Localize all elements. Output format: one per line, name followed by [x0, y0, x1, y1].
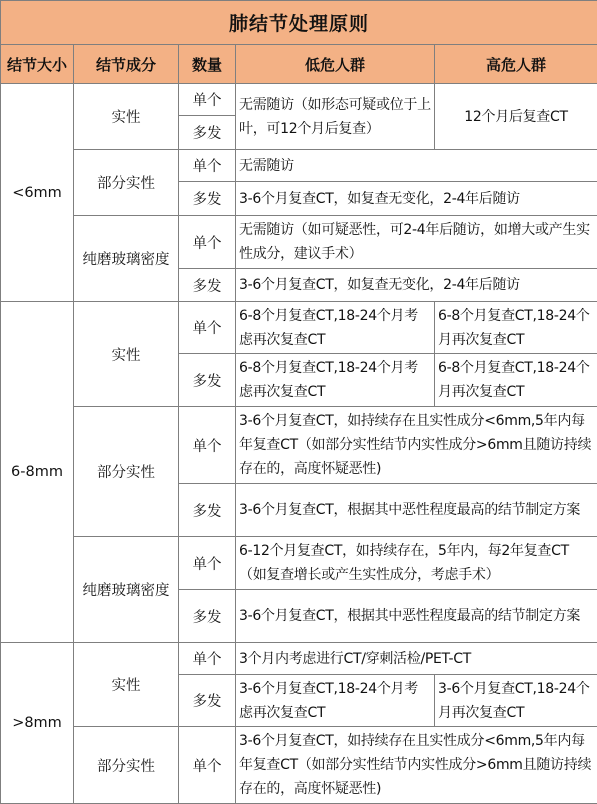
cell-high-risk: 12个月后复查CT: [435, 84, 597, 150]
cell-high-risk: 3-6个月复查CT,18-24个月再次复查CT: [435, 675, 597, 727]
cell-recommendation: 6-12个月复查CT，如持续存在，5年内，每2年复查CT（如复查增长或产生实性成分，考虑手术）: [236, 537, 597, 590]
cell-recommendation: 3-6个月复查CT，如复查无变化，2-4年后随访: [236, 182, 597, 216]
cell-recommendation: 无需随访（如可疑恶性，可2-4年后随访，如增大或产生实性成分，建议手术）: [236, 216, 597, 269]
count-single: 单个: [179, 216, 236, 269]
cell-low-risk: 6-8个月复查CT,18-24个月考虑再次复查CT: [236, 354, 435, 407]
comp-part-solid: 部分实性: [74, 727, 179, 804]
count-single: 单个: [179, 727, 236, 804]
comp-ggo: 纯磨玻璃密度: [74, 537, 179, 643]
cell-recommendation: 3-6个月复查CT，如复查无变化，2-4年后随访: [236, 269, 597, 302]
cell-recommendation: 3个月内考虑进行CT/穿刺活检/PET-CT: [236, 643, 597, 675]
size-6-8: 6-8mm: [1, 302, 74, 643]
header-component: 结节成分: [74, 45, 179, 84]
comp-part-solid: 部分实性: [74, 150, 179, 216]
size-lt6: <6mm: [1, 84, 74, 302]
cell-high-risk: 6-8个月复查CT,18-24个月再次复查CT: [435, 302, 597, 354]
comp-solid: 实性: [74, 84, 179, 150]
cell-recommendation: 3-6个月复查CT，根据其中恶性程度最高的结节制定方案: [236, 590, 597, 643]
count-multiple: 多发: [179, 484, 236, 537]
cell-low-risk: 无需随访（如形态可疑或位于上叶，可12个月后复查）: [236, 84, 435, 150]
count-single: 单个: [179, 150, 236, 182]
comp-solid: 实性: [74, 643, 179, 727]
header-low-risk: 低危人群: [236, 45, 435, 84]
comp-part-solid: 部分实性: [74, 407, 179, 537]
count-single: 单个: [179, 407, 236, 484]
count-multiple: 多发: [179, 590, 236, 643]
count-multiple: 多发: [179, 182, 236, 216]
comp-solid: 实性: [74, 302, 179, 407]
count-single: 单个: [179, 84, 236, 116]
cell-low-risk: 6-8个月复查CT,18-24个月考虑再次复查CT: [236, 302, 435, 354]
cell-recommendation: 无需随访: [236, 150, 597, 182]
cell-high-risk: 6-8个月复查CT,18-24个月再次复查CT: [435, 354, 597, 407]
size-gt8: >8mm: [1, 643, 74, 804]
count-single: 单个: [179, 302, 236, 354]
header-high-risk: 高危人群: [435, 45, 597, 84]
count-multiple: 多发: [179, 116, 236, 150]
header-size: 结节大小: [1, 45, 74, 84]
count-multiple: 多发: [179, 675, 236, 727]
cell-recommendation: 3-6个月复查CT，如持续存在且实性成分<6mm,5年内每年复查CT（如部分实性结节内实性成分>6mm且随访持续存在的，高度怀疑恶性): [236, 727, 597, 804]
count-multiple: 多发: [179, 354, 236, 407]
count-multiple: 多发: [179, 269, 236, 302]
table-title: 肺结节处理原则: [1, 1, 597, 45]
cell-recommendation: 3-6个月复查CT，如持续存在且实性成分<6mm,5年内每年复查CT（如部分实性结节内实性成分>6mm且随访持续存在的，高度怀疑恶性): [236, 407, 597, 484]
count-single: 单个: [179, 643, 236, 675]
header-count: 数量: [179, 45, 236, 84]
cell-recommendation: 3-6个月复查CT，根据其中恶性程度最高的结节制定方案: [236, 484, 597, 537]
comp-ggo: 纯磨玻璃密度: [74, 216, 179, 302]
count-single: 单个: [179, 537, 236, 590]
cell-low-risk: 3-6个月复查CT,18-24个月考虑再次复查CT: [236, 675, 435, 727]
